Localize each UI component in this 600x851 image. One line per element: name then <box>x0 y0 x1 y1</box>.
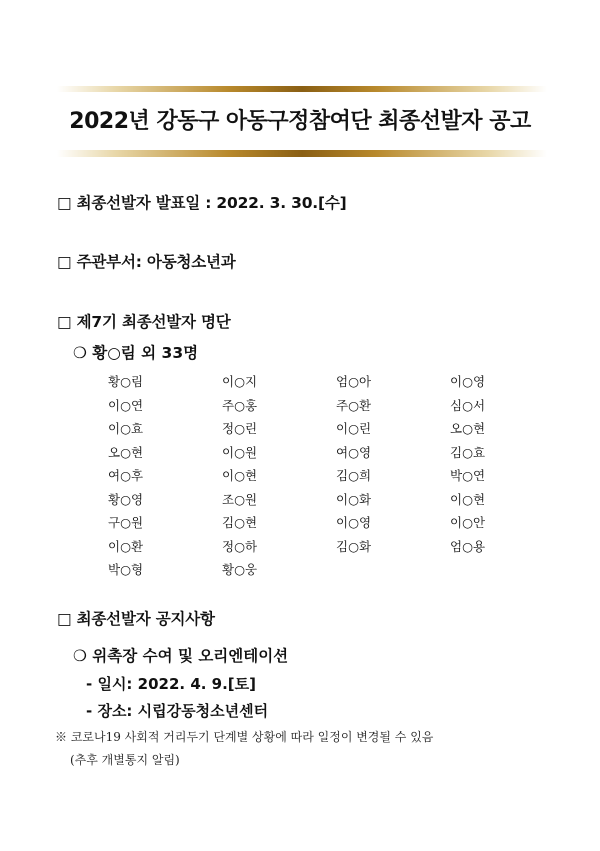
name-item: 여○영 <box>336 444 372 460</box>
name-item: 김○화 <box>336 538 372 554</box>
notice-subheading: ❍ 위촉장 수여 및 오리엔테이션 <box>73 647 289 665</box>
name-item: 이○안 <box>450 515 486 530</box>
name-item: 이○현 <box>450 491 486 507</box>
name-item: 엄○아 <box>336 374 372 389</box>
name-item: 김○효 <box>450 444 486 460</box>
list-heading: □ 제7기 최종선발자 명단 <box>57 313 231 331</box>
notice-place: - 장소: 시립강동청소년센터 <box>86 702 269 720</box>
name-item: 조○원 <box>222 491 258 507</box>
name-item: 박○형 <box>108 562 144 577</box>
page-title: 2022년 강동구 아동구정참여단 최종선발자 공고 <box>69 109 531 134</box>
covid-note: ※ 코로나19 사회적 거리두기 단계별 상황에 따라 일정이 변경될 수 있음 <box>55 730 434 744</box>
list-subheading: ❍ 황○림 외 33명 <box>73 344 199 362</box>
name-item: 오○현 <box>108 444 144 460</box>
name-item: 오○현 <box>450 421 486 436</box>
announce-date: □ 최종선발자 발표일 : 2022. 3. 30.[수] <box>57 194 347 212</box>
notice-date: - 일시: 2022. 4. 9.[토] <box>86 675 257 693</box>
name-item: 주○환 <box>336 397 372 413</box>
selected-names-list <box>108 372 530 584</box>
name-item: 정○린 <box>222 421 258 436</box>
name-item: 엄○용 <box>450 538 486 554</box>
name-item: 이○린 <box>336 421 372 436</box>
name-item: 여○후 <box>108 468 144 483</box>
name-item: 박○연 <box>450 468 486 483</box>
name-item: 김○현 <box>222 515 258 530</box>
name-item: 이○연 <box>108 397 144 413</box>
name-item: 주○홍 <box>222 397 258 413</box>
name-item: 구○원 <box>108 515 144 530</box>
department: □ 주관부서: 아동청소년과 <box>57 253 236 271</box>
notice-heading: □ 최종선발자 공지사항 <box>57 610 215 628</box>
name-item: 이○효 <box>108 421 144 436</box>
name-item: 황○웅 <box>222 562 258 577</box>
name-item: 이○영 <box>336 515 372 530</box>
name-item: 김○희 <box>336 468 372 483</box>
covid-note-followup: (추후 개별통지 알림) <box>70 753 180 767</box>
name-item: 황○림 <box>108 374 144 389</box>
decorative-top-bar <box>57 86 547 92</box>
name-item: 이○화 <box>336 491 372 507</box>
name-item: 이○원 <box>222 444 258 460</box>
name-item: 이○지 <box>222 374 258 389</box>
name-item: 정○하 <box>222 538 258 554</box>
name-item: 이○현 <box>222 468 258 483</box>
decorative-bottom-bar <box>57 150 547 157</box>
name-item: 이○영 <box>450 374 486 389</box>
name-item: 이○환 <box>108 538 144 554</box>
name-item: 황○영 <box>108 491 144 507</box>
name-item: 심○서 <box>450 397 486 413</box>
